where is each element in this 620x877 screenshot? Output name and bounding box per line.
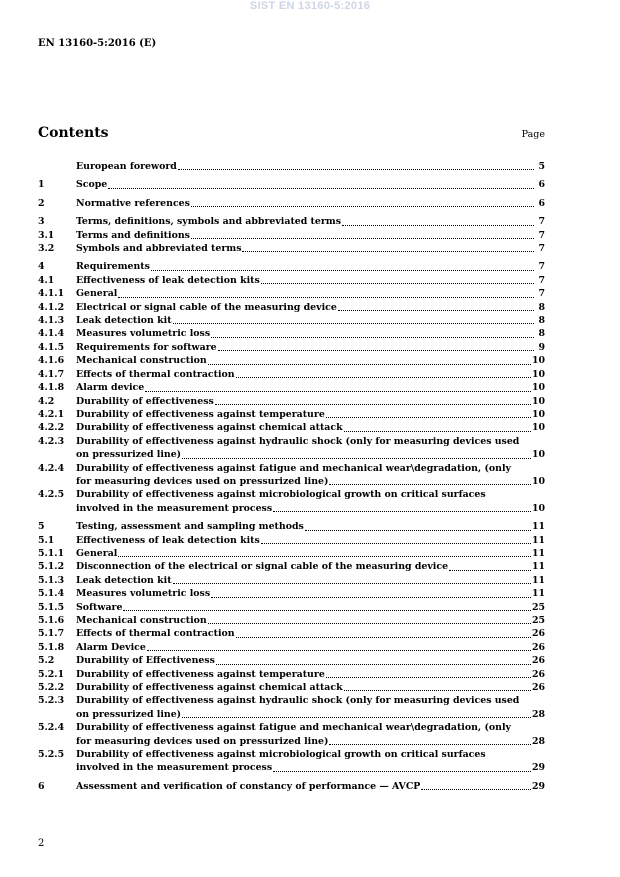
toc-entry[interactable] <box>38 668 545 681</box>
dot-leader <box>342 225 534 226</box>
toc-entry-title: General <box>76 547 118 559</box>
toc-entry[interactable] <box>38 160 545 173</box>
toc-entry-title: Durability of effectiveness against hydraulic shock (only for measuring devices used <box>76 435 520 447</box>
toc-entry[interactable] <box>38 574 545 587</box>
toc-entry[interactable] <box>38 178 545 191</box>
toc-entry-page: 10 <box>531 382 545 394</box>
toc-entry-page: 11 <box>531 521 545 533</box>
toc-entry-page: 8 <box>538 328 545 340</box>
toc-entry-page: 10 <box>531 475 545 487</box>
toc-entry[interactable] <box>38 654 545 667</box>
toc-entry-title: Leak detection kit <box>76 315 172 327</box>
toc-entry-title: Leak detection kit <box>76 574 172 586</box>
toc-entry-number: 2 <box>38 197 45 209</box>
dot-leader <box>151 270 534 271</box>
toc-entry-number: 3.1 <box>38 229 55 241</box>
dot-leader <box>236 377 531 378</box>
toc-entry-title: Durability of effectiveness against microbiological growth on critical surfaces <box>76 489 486 501</box>
dot-leader <box>338 310 534 311</box>
toc-entry-title: Durability of effectiveness against chemical attack <box>76 422 343 434</box>
toc-entry-number: 5.1 <box>38 534 55 546</box>
dot-leader <box>449 570 531 571</box>
toc-entry-number: 5.1.1 <box>38 547 65 559</box>
toc-entry-page: 6 <box>538 179 545 191</box>
toc-entry-page: 11 <box>531 547 545 559</box>
toc-entry[interactable] <box>38 681 545 694</box>
toc-entry-title: involved in the measurement process <box>76 762 273 774</box>
toc-entry-page: 26 <box>531 682 545 694</box>
toc-entry-page: 7 <box>538 261 545 273</box>
toc-entry-number: 4.1.4 <box>38 328 65 340</box>
dot-leader <box>211 337 534 338</box>
toc-entry-page: 29 <box>531 762 545 774</box>
dot-leader <box>421 789 531 790</box>
toc-entry-page: 25 <box>531 601 545 613</box>
toc-entry-title: Scope <box>76 179 108 191</box>
dot-leader <box>215 404 531 405</box>
dot-leader <box>218 350 534 351</box>
toc-entry[interactable] <box>38 287 545 300</box>
toc-entry-number: 4.1.3 <box>38 315 65 327</box>
toc-entry-title: Durability of effectiveness against temperature <box>76 408 325 420</box>
toc-entry-page: 10 <box>531 502 545 514</box>
toc-entry[interactable] <box>38 421 545 434</box>
toc-entry[interactable] <box>38 327 545 340</box>
toc-entry-title: Testing, assessment and sampling methods <box>76 521 304 533</box>
toc-entry-title: General <box>76 288 118 300</box>
toc-entry-number: 3 <box>38 216 45 228</box>
toc-entry-page: 5 <box>538 161 545 172</box>
dot-leader <box>123 610 531 611</box>
toc-entry[interactable] <box>38 229 545 242</box>
toc-entry-page: 10 <box>531 449 545 461</box>
toc-entry-title: Disconnection of the electrical or signal cable of the measuring device <box>76 561 449 573</box>
toc-entry[interactable] <box>38 301 545 314</box>
toc-entry-number: 4.1 <box>38 274 55 286</box>
toc-entry-page: 11 <box>531 534 545 546</box>
toc-entry-title: Assessment and verification of constancy of performance — AVCP <box>76 780 421 792</box>
toc-entry-page: 7 <box>538 216 545 228</box>
toc-entry-number: 1 <box>38 179 45 191</box>
toc-entry[interactable] <box>38 215 545 228</box>
toc-entry-number: 4.1.2 <box>38 301 65 313</box>
toc-entry-number: 5.2.4 <box>38 722 65 734</box>
dot-leader <box>182 717 531 718</box>
toc-entry-title: Effects of thermal contraction <box>76 628 235 640</box>
toc-entry-title: on pressurized line) <box>76 449 182 461</box>
toc-entry-page: 10 <box>531 422 545 434</box>
toc-entry[interactable] <box>38 462 545 489</box>
toc-entry-number: 4.2.2 <box>38 422 65 434</box>
toc-entry-title: Durability of effectiveness against microbiological growth on critical surfaces <box>76 749 486 761</box>
toc-entry-title: Terms, definitions, symbols and abbreviated terms <box>76 216 341 228</box>
toc-entry-title: involved in the measurement process <box>76 502 273 514</box>
toc-entry-number: 4.2 <box>38 395 55 407</box>
dot-leader <box>191 206 534 207</box>
toc-entry-number: 4.2.4 <box>38 462 65 474</box>
toc-entry[interactable] <box>38 242 545 255</box>
dot-leader <box>344 690 531 691</box>
toc-entry-title: Durability of Effectiveness <box>76 655 215 667</box>
toc-entry-title: Effectiveness of leak detection kits <box>76 534 260 546</box>
toc-entry-number: 4.1.7 <box>38 368 65 380</box>
dot-leader <box>173 583 531 584</box>
dot-leader <box>178 169 534 170</box>
toc-entry[interactable] <box>38 780 545 793</box>
toc-entry-number: 4.1.6 <box>38 355 65 367</box>
toc-entry[interactable] <box>38 547 545 560</box>
toc-entry-page: 25 <box>531 615 545 626</box>
toc-entry-title: Electrical or signal cable of the measuring device <box>76 301 337 313</box>
dot-leader <box>261 283 534 284</box>
dot-leader <box>108 188 534 189</box>
toc-entry-number: 5.1.4 <box>38 588 65 600</box>
toc-entry-page: 7 <box>538 288 545 300</box>
toc-entry-page: 6 <box>538 197 545 209</box>
toc-entry-number: 3.2 <box>38 243 55 255</box>
toc-entry-title: Symbols and abbreviated terms <box>76 243 242 255</box>
toc-entry-title: Durability of effectiveness <box>76 395 214 407</box>
toc-entry-title: Normative references <box>76 197 190 209</box>
toc-entry[interactable] <box>38 197 545 210</box>
dot-leader <box>273 511 531 512</box>
dot-leader <box>329 744 531 745</box>
toc-entry-title: Alarm Device <box>76 641 146 653</box>
toc-entry-number: 5.1.6 <box>38 615 65 626</box>
toc-entry-page: 9 <box>538 341 545 353</box>
toc-entry-page: 26 <box>531 628 545 640</box>
toc-entry-page: 8 <box>538 301 545 313</box>
toc-entry-title: Mechanical construction <box>76 355 207 367</box>
toc-entry[interactable] <box>38 520 545 533</box>
dot-leader <box>273 771 531 772</box>
toc-entry-title: Terms and definitions <box>76 229 190 241</box>
toc-entry[interactable] <box>38 381 545 394</box>
toc-entry-page: 28 <box>531 735 545 747</box>
toc-entry-number: 5.2.2 <box>38 682 65 694</box>
toc-entry-page: 11 <box>531 588 545 600</box>
toc-entry-number: 5.2.1 <box>38 668 65 680</box>
toc-entry[interactable] <box>38 354 545 367</box>
toc-entry-page: 7 <box>538 274 545 286</box>
toc-entry-title: Durability of effectiveness against fatigue and mechanical wear\degradation, (only <box>76 722 511 734</box>
toc-entry[interactable] <box>38 488 545 515</box>
toc-entry[interactable] <box>38 395 545 408</box>
contents-title: Contents <box>38 125 109 141</box>
dot-leader <box>326 417 531 418</box>
toc-entry-page: 11 <box>531 561 545 573</box>
toc-entry-page: 26 <box>531 641 545 653</box>
toc-entry[interactable] <box>38 627 545 640</box>
toc-entry-page: 7 <box>538 243 545 255</box>
toc-entry[interactable] <box>38 587 545 600</box>
toc-entry-page: 10 <box>531 408 545 420</box>
dot-leader <box>344 431 531 432</box>
toc-entry-title: Durability of effectiveness against chemical attack <box>76 682 343 694</box>
dot-leader <box>305 530 531 531</box>
toc-entry-title: Effectiveness of leak detection kits <box>76 274 260 286</box>
dot-leader <box>208 623 531 624</box>
toc-entry[interactable] <box>38 694 545 721</box>
toc-entry-number: 4.2.3 <box>38 435 65 447</box>
toc-entry-page: 10 <box>531 355 545 367</box>
toc-entry-title: on pressurized line) <box>76 708 182 720</box>
toc-entry-number: 5.2.5 <box>38 749 65 761</box>
toc-entry[interactable] <box>38 368 545 381</box>
toc-entry-number: 5.1.2 <box>38 561 65 573</box>
toc-entry[interactable] <box>38 601 545 614</box>
toc-entry-number: 5.2 <box>38 655 55 667</box>
toc-entry-number: 4.2.5 <box>38 489 65 501</box>
toc-entry[interactable] <box>38 641 545 654</box>
toc-entry-title: Alarm device <box>76 382 145 394</box>
toc-entry-page: 10 <box>531 395 545 407</box>
toc-entry-page: 8 <box>538 315 545 327</box>
toc-entry-number: 5.1.5 <box>38 601 65 613</box>
toc-entry[interactable] <box>38 274 545 287</box>
toc-entry[interactable] <box>38 408 545 421</box>
watermark: SIST EN 13160-5:2016 <box>249 0 371 12</box>
toc-entry-title: Durability of effectiveness against temperature <box>76 668 325 680</box>
toc-entry-title: Effects of thermal contraction <box>76 368 235 380</box>
toc-entry-page: 28 <box>531 708 545 720</box>
toc-entry-number: 4.1.8 <box>38 382 65 394</box>
dot-leader <box>329 484 531 485</box>
document-id: EN 13160-5:2016 (E) <box>38 38 157 49</box>
toc-entry-number: 5.1.7 <box>38 628 65 640</box>
toc-entry[interactable] <box>38 721 545 748</box>
dot-leader <box>211 597 531 598</box>
toc-entry[interactable] <box>38 614 545 627</box>
toc-entry[interactable] <box>38 435 545 462</box>
toc-entry-number: 4 <box>38 261 45 273</box>
toc-entry-title: for measuring devices used on pressurized line) <box>76 735 329 747</box>
dot-leader <box>236 637 531 638</box>
dot-leader <box>216 664 531 665</box>
toc-entry-page: 11 <box>531 574 545 586</box>
dot-leader <box>118 556 531 557</box>
toc-entry-number: 5.2.3 <box>38 695 65 707</box>
page-column-label: Page <box>521 129 545 140</box>
toc-entry-title: Durability of effectiveness against hydraulic shock (only for measuring devices used <box>76 695 520 707</box>
toc-entry-title: Software <box>76 601 123 613</box>
toc-entry-page: 10 <box>531 368 545 380</box>
toc-entry-number: 4.2.1 <box>38 408 65 420</box>
dot-leader <box>242 251 534 252</box>
toc-entry-title: European foreword <box>76 161 177 172</box>
page-number: 2 <box>38 838 45 849</box>
toc-entry[interactable] <box>38 748 545 775</box>
dot-leader <box>147 650 531 651</box>
dot-leader <box>182 458 531 459</box>
dot-leader <box>326 677 531 678</box>
dot-leader <box>261 543 531 544</box>
dot-leader <box>145 391 531 392</box>
toc-entry-page: 26 <box>531 668 545 680</box>
toc-entry-number: 5.1.3 <box>38 574 65 586</box>
toc-entry-number: 5 <box>38 521 45 533</box>
dot-leader <box>173 323 534 324</box>
toc-entry-page: 29 <box>531 780 545 792</box>
toc-entry-title: Mechanical construction <box>76 615 207 626</box>
dot-leader <box>118 297 534 298</box>
dot-leader <box>208 364 531 365</box>
toc-entry[interactable] <box>38 314 545 327</box>
toc-entry[interactable] <box>38 260 545 273</box>
toc-entry-page: 7 <box>538 229 545 241</box>
toc-entry-number: 4.1.1 <box>38 288 65 300</box>
toc-entry[interactable] <box>38 341 545 354</box>
toc-entry[interactable] <box>38 560 545 573</box>
toc-entry-title: for measuring devices used on pressurized line) <box>76 475 329 487</box>
table-of-contents <box>38 160 545 793</box>
toc-entry[interactable] <box>38 534 545 547</box>
toc-entry-title: Measures volumetric loss <box>76 328 211 340</box>
toc-entry-title: Durability of effectiveness against fatigue and mechanical wear\degradation, (only <box>76 462 511 474</box>
toc-entry-title: Requirements <box>76 261 150 273</box>
toc-entry-title: Requirements for software <box>76 341 217 353</box>
toc-entry-number: 4.1.5 <box>38 341 65 353</box>
toc-entry-title: Measures volumetric loss <box>76 588 211 600</box>
dot-leader <box>191 238 534 239</box>
toc-entry-page: 26 <box>531 655 545 667</box>
toc-entry-number: 5.1.8 <box>38 641 65 653</box>
toc-entry-number: 6 <box>38 780 45 792</box>
